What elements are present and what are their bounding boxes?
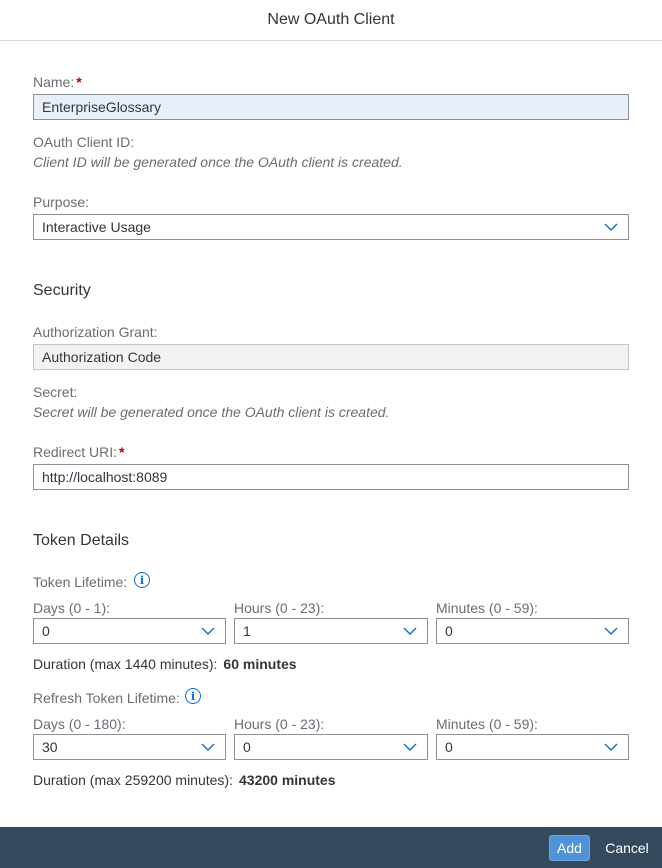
purpose-label: Purpose: [33, 194, 90, 210]
required-mark: * [119, 444, 125, 460]
secret-label: Secret: [33, 384, 78, 400]
token-details-heading: Token Details [33, 532, 130, 549]
chevron-down-icon [604, 626, 618, 636]
refresh-hours-label: Hours (0 - 23): [234, 716, 325, 732]
chevron-down-icon [201, 742, 215, 752]
token-duration-label: Duration (max 1440 minutes): [33, 656, 218, 672]
refresh-minutes-select[interactable] [436, 734, 629, 760]
refresh-days-value: 30 [42, 739, 58, 755]
refresh-lifetime-label: Refresh Token Lifetime: [33, 690, 180, 706]
token-days-select[interactable] [33, 618, 226, 644]
refresh-duration-label: Duration (max 259200 minutes): [33, 772, 233, 788]
refresh-days-label: Days (0 - 180): [33, 716, 126, 732]
token-days-label: Days (0 - 1): [33, 600, 111, 616]
chevron-down-icon [604, 742, 618, 752]
dialog-title: New OAuth Client [267, 11, 395, 28]
cancel-button[interactable]: Cancel [605, 840, 649, 856]
dialog-footer [0, 827, 662, 868]
info-icon[interactable]: i [185, 688, 201, 704]
purpose-select-value: Interactive Usage [42, 219, 151, 235]
client-id-label: OAuth Client ID: [33, 134, 135, 150]
refresh-duration-value: 43200 minutes [239, 772, 336, 788]
token-minutes-value: 0 [445, 623, 453, 639]
auth-grant-label: Authorization Grant: [33, 324, 158, 340]
add-button[interactable]: Add [549, 835, 590, 861]
redirect-uri-label [33, 444, 124, 460]
redirect-uri-value: http://localhost:8089 [42, 469, 168, 485]
token-hours-label: Hours (0 - 23): [234, 600, 325, 616]
client-id-note: Client ID will be generated once the OAuth client is created. [33, 154, 403, 170]
token-hours-select[interactable] [234, 618, 428, 644]
refresh-hours-select[interactable] [234, 734, 428, 760]
info-icon[interactable]: i [134, 572, 150, 588]
token-lifetime-label: Token Lifetime: [33, 574, 128, 590]
redirect-uri-input[interactable] [33, 464, 629, 490]
token-duration-value: 60 minutes [223, 656, 297, 672]
refresh-hours-value: 0 [243, 739, 251, 755]
security-heading: Security [33, 282, 91, 299]
name-input-value: EnterpriseGlossary [42, 99, 162, 115]
token-days-value: 0 [42, 623, 50, 639]
refresh-minutes-value: 0 [445, 739, 453, 755]
token-minutes-label: Minutes (0 - 59): [436, 600, 538, 616]
token-duration [33, 656, 297, 672]
token-hours-value: 1 [243, 623, 251, 639]
redirect-uri-label-text: Redirect URI: [33, 444, 118, 460]
name-label [33, 74, 82, 90]
required-mark: * [76, 74, 82, 90]
refresh-days-select[interactable] [33, 734, 226, 760]
refresh-duration [33, 772, 336, 788]
name-input[interactable] [33, 94, 629, 120]
chevron-down-icon [403, 742, 417, 752]
chevron-down-icon [201, 626, 215, 636]
dialog-content [0, 41, 662, 827]
token-minutes-select[interactable] [436, 618, 629, 644]
refresh-minutes-label: Minutes (0 - 59): [436, 716, 538, 732]
secret-note: Secret will be generated once the OAuth client is created. [33, 404, 390, 420]
auth-grant-field [33, 344, 629, 370]
dialog-header [0, 0, 662, 41]
purpose-select[interactable] [33, 214, 629, 240]
chevron-down-icon [403, 626, 417, 636]
auth-grant-value: Authorization Code [42, 349, 162, 365]
chevron-down-icon [604, 222, 618, 232]
name-label-text: Name: [33, 74, 75, 90]
